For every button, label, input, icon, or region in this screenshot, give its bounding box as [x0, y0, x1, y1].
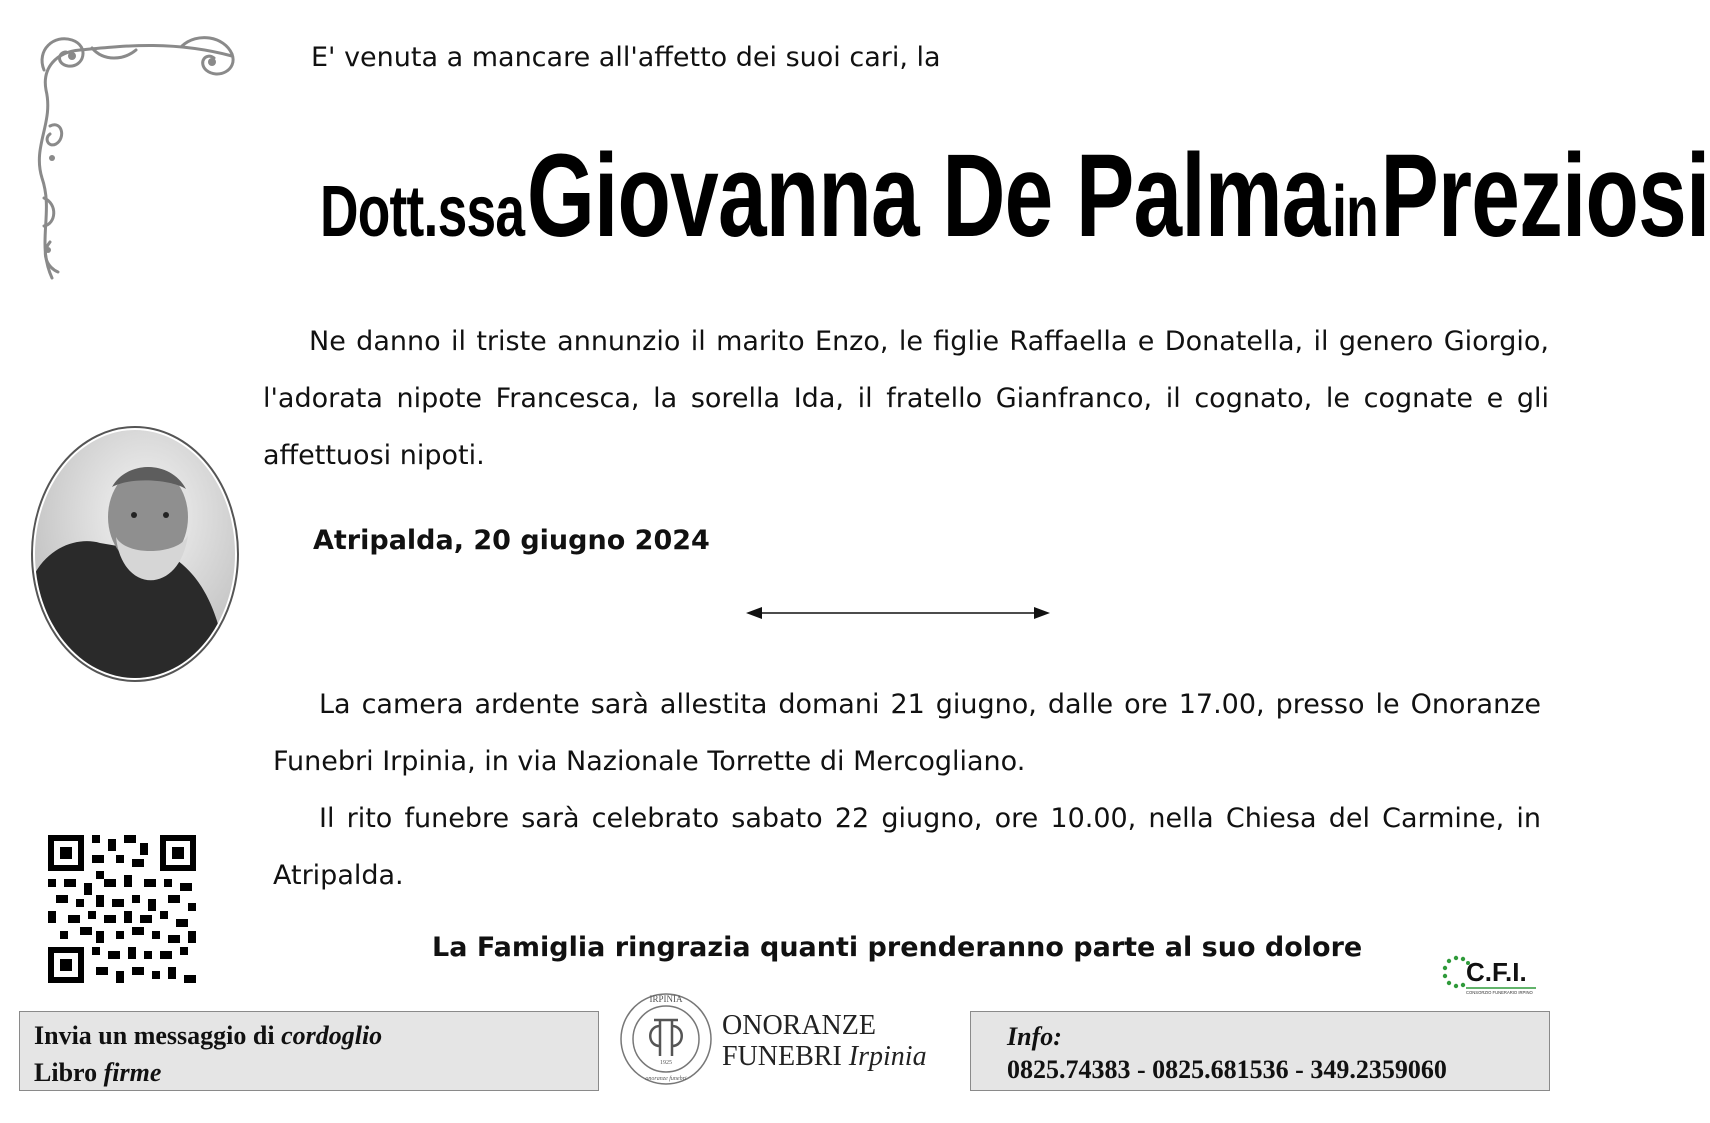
name-connector: in — [1332, 172, 1378, 252]
agency-name — [722, 1010, 927, 1072]
name-married: Preziosi — [1380, 130, 1710, 262]
announcement-paragraph: Ne danno il triste annunzio il marito Enzo, le figlie Raffaella e Donatella, il genero Giorgio, l'adorata nipote Francesca, la sorella Ida, il fratello Gianfranco, il cognato, le cognate e gli affettuosi nipoti. — [263, 326, 1549, 471]
condolence-box[interactable] — [19, 1011, 599, 1091]
cfi-logo-text: C.F.I. — [1466, 957, 1527, 987]
double-arrow-divider — [744, 603, 1052, 623]
info-phones[interactable]: 0825.74383 - 0825.681536 - 349.2359060 — [1007, 1055, 1447, 1084]
agency-seal-logo — [617, 990, 715, 1088]
cfi-logo — [1442, 950, 1538, 998]
deceased-name — [320, 128, 1710, 264]
info-label: Info: — [1007, 1022, 1062, 1051]
seal-bottom-text: onoranze funebri — [645, 1076, 687, 1082]
wake-paragraph: La camera ardente sarà allestita domani 21 giugno, dalle ore 17.00, presso le Onoranze Funebri Irpinia, in via Nazionale Torrette di Mercogliano. — [273, 689, 1541, 777]
qr-code-icon[interactable] — [48, 835, 196, 983]
funeral-paragraph: Il rito funebre sarà celebrato sabato 22 giugno, ore 10.00, nella Chiesa del Carmine, in Atripalda. — [273, 803, 1541, 891]
cfi-logo-subtext: CONSORZIO FUNERARIO IRPINO — [1466, 990, 1533, 995]
seal-top-text: IRPINIA — [649, 994, 683, 1004]
name-full: Giovanna De Palma — [526, 130, 1330, 262]
name-title: Dott.ssa — [320, 172, 525, 252]
thanks-line: La Famiglia ringrazia quanti prenderanno parte al suo dolore — [432, 932, 1363, 963]
agency-line2: FUNEBRI Irpinia — [722, 1041, 927, 1072]
place-date: Atripalda, 20 giugno 2024 — [313, 525, 710, 556]
info-box — [970, 1011, 1550, 1091]
portrait-photo — [30, 425, 240, 683]
agency-line1: ONORANZE — [722, 1010, 876, 1041]
intro-text: E' venuta a mancare all'affetto dei suoi cari, la — [311, 42, 941, 73]
guestbook-link[interactable]: Libro firme — [34, 1058, 162, 1087]
send-condolence-link[interactable]: Invia un messaggio di cordoglio — [34, 1021, 383, 1050]
seal-year: 1925 — [660, 1060, 672, 1066]
corner-ornament-icon — [32, 28, 242, 284]
